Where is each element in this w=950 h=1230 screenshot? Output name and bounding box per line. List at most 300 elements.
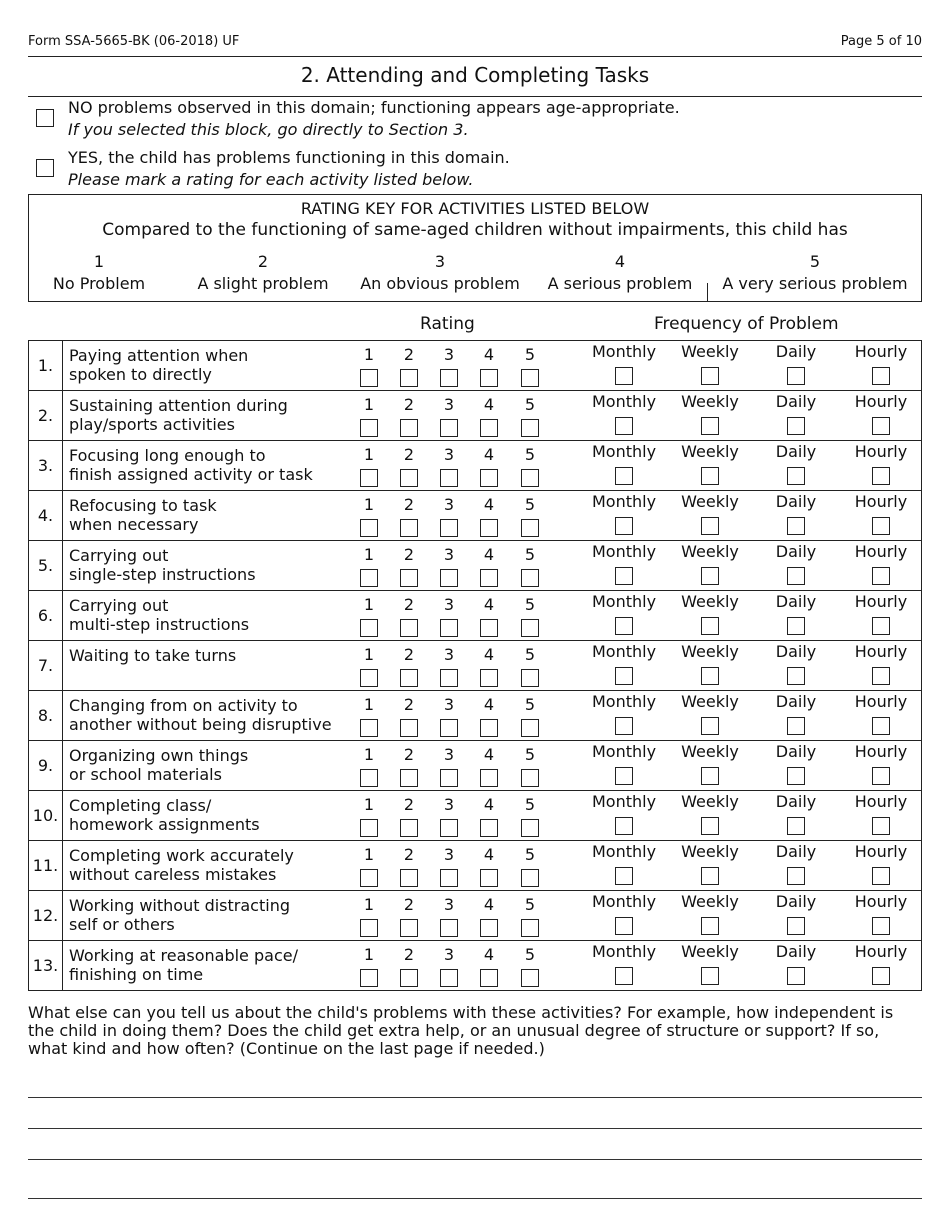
rating-checkbox-2[interactable] [400,719,418,737]
table-row [28,340,922,390]
rating-label: 3 [443,345,455,364]
frequency-label: Hourly [854,842,908,861]
rating-label: 4 [483,845,495,864]
rating-label: 2 [403,395,415,414]
frequency-label: Daily [775,642,817,661]
frequency-checkbox-weekly[interactable] [701,917,719,935]
frequency-label: Hourly [854,742,908,761]
table-row [28,890,922,940]
activity-number: 5. [29,541,63,590]
frequency-checkbox-hourly[interactable] [872,517,890,535]
frequency-checkbox-weekly[interactable] [701,517,719,535]
frequency-checkbox-monthly[interactable] [615,717,633,735]
table-row [28,790,922,840]
rating-label: 3 [443,695,455,714]
rating-checkbox-1[interactable] [360,769,378,787]
no-problems-option [68,97,680,141]
rating-checkbox-3[interactable] [440,719,458,737]
frequency-label: Monthly [591,492,657,511]
frequency-label: Monthly [591,592,657,611]
rating-checkbox-4[interactable] [480,469,498,487]
frequency-checkbox-hourly[interactable] [872,917,890,935]
frequency-label: Weekly [681,442,739,461]
frequency-checkbox-hourly[interactable] [872,617,890,635]
frequency-checkbox-weekly[interactable] [701,817,719,835]
rating-label: 1 [363,345,375,364]
rating-key [28,194,922,302]
activity-label: Working without distracting self or others [69,896,290,934]
frequency-label: Monthly [591,792,657,811]
rating-level: 1 No Problem [52,252,146,293]
rating-key-subtitle: Compared to the functioning of same-aged children without impairments, this child has [102,220,848,240]
frequency-checkbox-daily[interactable] [787,517,805,535]
frequency-label: Hourly [854,542,908,561]
frequency-checkbox-monthly[interactable] [615,467,633,485]
rating-checkbox-1[interactable] [360,369,378,387]
activity-number: 3. [29,441,63,490]
frequency-checkbox-daily[interactable] [787,417,805,435]
frequency-checkbox-daily[interactable] [787,467,805,485]
form-id: Form SSA-5665-BK (06-2018) UF [28,34,240,49]
frequency-checkbox-daily[interactable] [787,717,805,735]
rating-label: 2 [403,845,415,864]
frequency-label: Weekly [681,542,739,561]
rating-label: 2 [403,595,415,614]
frequency-checkbox-monthly[interactable] [615,817,633,835]
frequency-checkbox-weekly[interactable] [701,617,719,635]
frequency-label: Hourly [854,942,908,961]
rating-label: 2 [403,745,415,764]
rating-checkbox-4[interactable] [480,969,498,987]
activity-label: Focusing long enough to finish assigned activity or task [69,446,313,484]
frequency-checkbox-daily[interactable] [787,567,805,585]
rating-checkbox-4[interactable] [480,419,498,437]
activity-number: 11. [29,841,63,890]
activity-number: 9. [29,741,63,790]
table-row [28,640,922,690]
rating-label: 3 [443,945,455,964]
rating-label: 5 [524,395,536,414]
rating-label: 2 [403,645,415,664]
option-note: Please mark a rating for each activity listed below. [68,170,474,189]
rating-label: 2 [403,895,415,914]
rating-label: 1 [363,695,375,714]
rating-label: 4 [483,345,495,364]
rating-checkbox-3[interactable] [440,369,458,387]
rating-label: 1 [363,645,375,664]
section-title: 2. Attending and Completing Tasks [300,63,650,87]
frequency-checkbox-monthly[interactable] [615,667,633,685]
frequency-label: Weekly [681,742,739,761]
rating-checkbox-1[interactable] [360,869,378,887]
rating-label: 1 [363,495,375,514]
frequency-label: Monthly [591,842,657,861]
rating-label: 1 [363,845,375,864]
activity-label: Completing class/ homework assignments [69,796,260,834]
rating-checkbox-5[interactable] [521,369,539,387]
frequency-checkbox-weekly[interactable] [701,467,719,485]
frequency-checkbox-weekly[interactable] [701,767,719,785]
table-row [28,590,922,640]
rating-label: 1 [363,445,375,464]
rating-checkbox-5[interactable] [521,669,539,687]
rating-label: 4 [483,695,495,714]
frequency-checkbox-monthly[interactable] [615,617,633,635]
rating-label: 3 [443,545,455,564]
frequency-label: Weekly [681,392,739,411]
frequency-checkbox-monthly[interactable] [615,767,633,785]
activity-number: 8. [29,691,63,740]
frequency-label: Daily [775,542,817,561]
table-row [28,390,922,440]
frequency-label: Weekly [681,842,739,861]
rating-level: 5 A very serious problem [722,252,908,293]
rating-label: 4 [483,445,495,464]
rating-checkbox-5[interactable] [521,719,539,737]
rating-label: 2 [403,345,415,364]
rating-label: 5 [524,695,536,714]
rating-label: 5 [524,645,536,664]
rating-label: 3 [443,445,455,464]
rating-label: 1 [363,945,375,964]
frequency-checkbox-daily[interactable] [787,667,805,685]
frequency-checkbox-monthly[interactable] [615,967,633,985]
rating-checkbox-5[interactable] [521,419,539,437]
rating-checkbox-3[interactable] [440,769,458,787]
rating-checkbox-1[interactable] [360,419,378,437]
frequency-checkbox-monthly[interactable] [615,567,633,585]
rating-checkbox-2[interactable] [400,919,418,937]
frequency-label: Hourly [854,442,908,461]
rating-label: 2 [403,545,415,564]
frequency-checkbox-hourly[interactable] [872,667,890,685]
rating-checkbox-3[interactable] [440,669,458,687]
frequency-label: Weekly [681,342,739,361]
activity-number: 2. [29,391,63,440]
frequency-label: Daily [775,442,817,461]
rating-label: 3 [443,495,455,514]
frequency-label: Weekly [681,492,739,511]
rating-checkbox-2[interactable] [400,969,418,987]
rating-checkbox-4[interactable] [480,669,498,687]
rating-label: 5 [524,345,536,364]
page-number: Page 5 of 10 [840,34,922,49]
frequency-checkbox-monthly[interactable] [615,517,633,535]
rating-label: 3 [443,645,455,664]
frequency-checkbox-weekly[interactable] [701,417,719,435]
rating-checkbox-4[interactable] [480,919,498,937]
rating-label: 5 [524,945,536,964]
rating-level: 3 An obvious problem [360,252,520,293]
rating-label: 5 [524,595,536,614]
rating-checkbox-3[interactable] [440,419,458,437]
rating-checkbox-3[interactable] [440,969,458,987]
rating-checkbox-3[interactable] [440,819,458,837]
rating-checkbox-4[interactable] [480,569,498,587]
frequency-column-header: Frequency of Problem [654,314,839,334]
frequency-checkbox-hourly[interactable] [872,367,890,385]
frequency-label: Daily [775,392,817,411]
rating-label: 5 [524,745,536,764]
activity-table [28,340,922,991]
activity-label: Refocusing to task when necessary [69,496,217,534]
rating-label: 4 [483,745,495,764]
frequency-label: Hourly [854,492,908,511]
rating-label: 4 [483,945,495,964]
frequency-checkbox-hourly[interactable] [872,467,890,485]
rating-label: 5 [524,795,536,814]
frequency-checkbox-hourly[interactable] [872,817,890,835]
option-label: YES, the child has problems functioning in this domain. [68,148,510,167]
rating-checkbox-1[interactable] [360,669,378,687]
frequency-checkbox-daily[interactable] [787,767,805,785]
frequency-label: Monthly [591,642,657,661]
rating-checkbox-3[interactable] [440,919,458,937]
frequency-checkbox-daily[interactable] [787,967,805,985]
rating-checkbox-4[interactable] [480,519,498,537]
comment-prompt: What else can you tell us about the child's problems with these activities? For example, how independent is the child in doing them? Does the child get extra help, or an unusual degree of structure or support? If so, what kind and how often? (Continue on the last page if needed.) [28,1003,894,1058]
rating-checkbox-2[interactable] [400,769,418,787]
frequency-checkbox-daily[interactable] [787,817,805,835]
yes-problems-checkbox[interactable] [36,159,54,177]
activity-label: Carrying out multi-step instructions [69,596,250,634]
activity-label: Working at reasonable pace/ finishing on time [69,946,298,984]
frequency-checkbox-daily[interactable] [787,917,805,935]
rating-label: 3 [443,595,455,614]
rating-label: 3 [443,845,455,864]
frequency-label: Daily [775,592,817,611]
rating-level: 2 A slight problem [197,252,329,293]
rating-checkbox-3[interactable] [440,469,458,487]
comment-line[interactable] [28,1198,922,1199]
rating-checkbox-4[interactable] [480,819,498,837]
frequency-label: Daily [775,942,817,961]
rating-checkbox-1[interactable] [360,519,378,537]
frequency-label: Daily [775,792,817,811]
rating-checkbox-3[interactable] [440,869,458,887]
frequency-label: Hourly [854,392,908,411]
frequency-label: Monthly [591,892,657,911]
rating-label: 4 [483,545,495,564]
rating-label: 2 [403,795,415,814]
rating-label: 3 [443,745,455,764]
rating-checkbox-4[interactable] [480,769,498,787]
rating-checkbox-2[interactable] [400,369,418,387]
frequency-checkbox-daily[interactable] [787,367,805,385]
rating-checkbox-4[interactable] [480,869,498,887]
rating-checkbox-5[interactable] [521,869,539,887]
frequency-label: Monthly [591,392,657,411]
frequency-label: Hourly [854,892,908,911]
rating-checkbox-5[interactable] [521,819,539,837]
frequency-label: Daily [775,742,817,761]
frequency-checkbox-weekly[interactable] [701,867,719,885]
frequency-label: Hourly [854,642,908,661]
no-problems-checkbox[interactable] [36,109,54,127]
frequency-label: Weekly [681,592,739,611]
table-row [28,490,922,540]
activity-label: Paying attention when spoken to directly [69,346,249,384]
rating-label: 1 [363,895,375,914]
rating-checkbox-2[interactable] [400,619,418,637]
rating-label: 2 [403,945,415,964]
activity-number: 7. [29,641,63,690]
rating-checkbox-5[interactable] [521,919,539,937]
rating-checkbox-4[interactable] [480,369,498,387]
rating-label: 1 [363,545,375,564]
frequency-label: Monthly [591,742,657,761]
rating-checkbox-5[interactable] [521,469,539,487]
frequency-checkbox-weekly[interactable] [701,967,719,985]
table-row [28,440,922,490]
rating-checkbox-5[interactable] [521,569,539,587]
rating-column-header: Rating [420,314,475,334]
comment-line[interactable] [28,1097,922,1098]
activity-label: Completing work accurately without careless mistakes [69,846,294,884]
rating-checkbox-1[interactable] [360,969,378,987]
frequency-label: Weekly [681,792,739,811]
rating-checkbox-1[interactable] [360,569,378,587]
frequency-checkbox-weekly[interactable] [701,567,719,585]
rating-checkbox-5[interactable] [521,769,539,787]
table-row [28,690,922,740]
frequency-label: Hourly [854,342,908,361]
frequency-checkbox-hourly[interactable] [872,717,890,735]
frequency-checkbox-hourly[interactable] [872,417,890,435]
frequency-checkbox-hourly[interactable] [872,567,890,585]
activity-label: Sustaining attention during play/sports activities [69,396,288,434]
option-label: NO problems observed in this domain; functioning appears age-appropriate. [68,98,680,117]
activity-number: 13. [29,941,63,990]
frequency-checkbox-monthly[interactable] [615,367,633,385]
activity-number: 1. [29,341,63,390]
table-row [28,740,922,790]
rating-checkbox-3[interactable] [440,569,458,587]
frequency-label: Monthly [591,342,657,361]
divider [707,283,708,301]
frequency-label: Weekly [681,642,739,661]
rating-label: 4 [483,595,495,614]
frequency-label: Daily [775,342,817,361]
activity-number: 10. [29,791,63,840]
activity-number: 12. [29,891,63,940]
frequency-checkbox-weekly[interactable] [701,667,719,685]
frequency-label: Monthly [591,542,657,561]
rating-checkbox-2[interactable] [400,569,418,587]
rating-label: 5 [524,845,536,864]
rating-checkbox-1[interactable] [360,819,378,837]
rating-label: 4 [483,495,495,514]
frequency-label: Monthly [591,442,657,461]
rating-label: 3 [443,795,455,814]
rating-checkbox-2[interactable] [400,869,418,887]
frequency-checkbox-monthly[interactable] [615,417,633,435]
table-row [28,840,922,890]
activity-label: Waiting to take turns [69,646,237,665]
rating-label: 4 [483,395,495,414]
rating-label: 5 [524,445,536,464]
frequency-label: Monthly [591,692,657,711]
comment-line[interactable] [28,1128,922,1129]
frequency-checkbox-hourly[interactable] [872,967,890,985]
table-row [28,940,922,991]
rating-key-title: RATING KEY FOR ACTIVITIES LISTED BELOW [300,199,650,218]
rating-label: 1 [363,395,375,414]
activity-label: Changing from on activity to another without being disruptive [69,696,332,734]
frequency-checkbox-weekly[interactable] [701,717,719,735]
rating-label: 2 [403,495,415,514]
rating-checkbox-1[interactable] [360,719,378,737]
rating-label: 2 [403,445,415,464]
frequency-checkbox-weekly[interactable] [701,367,719,385]
rating-label: 3 [443,895,455,914]
rating-label: 1 [363,745,375,764]
rating-checkbox-2[interactable] [400,469,418,487]
rating-label: 5 [524,545,536,564]
frequency-label: Hourly [854,792,908,811]
rating-label: 1 [363,595,375,614]
activity-number: 4. [29,491,63,540]
frequency-label: Daily [775,492,817,511]
rating-checkbox-4[interactable] [480,619,498,637]
frequency-label: Hourly [854,592,908,611]
rating-label: 2 [403,695,415,714]
rating-label: 3 [443,395,455,414]
frequency-label: Weekly [681,692,739,711]
frequency-label: Daily [775,842,817,861]
rating-checkbox-4[interactable] [480,719,498,737]
frequency-label: Daily [775,892,817,911]
activity-number: 6. [29,591,63,640]
rating-checkbox-5[interactable] [521,619,539,637]
rating-checkbox-2[interactable] [400,419,418,437]
frequency-checkbox-daily[interactable] [787,617,805,635]
rating-checkbox-1[interactable] [360,619,378,637]
comment-line[interactable] [28,1159,922,1160]
rating-checkbox-5[interactable] [521,969,539,987]
activity-label: Carrying out single-step instructions [69,546,256,584]
rating-checkbox-3[interactable] [440,519,458,537]
frequency-checkbox-hourly[interactable] [872,767,890,785]
frequency-label: Weekly [681,942,739,961]
frequency-checkbox-monthly[interactable] [615,917,633,935]
activity-label: Organizing own things or school materials [69,746,249,784]
rating-checkbox-2[interactable] [400,669,418,687]
rating-label: 1 [363,795,375,814]
rating-checkbox-1[interactable] [360,469,378,487]
rating-checkbox-2[interactable] [400,519,418,537]
yes-problems-option [68,147,510,191]
frequency-checkbox-monthly[interactable] [615,867,633,885]
frequency-checkbox-daily[interactable] [787,867,805,885]
table-row [28,540,922,590]
rating-label: 5 [524,895,536,914]
rating-checkbox-5[interactable] [521,519,539,537]
frequency-label: Daily [775,692,817,711]
rating-checkbox-1[interactable] [360,919,378,937]
rating-level: 4 A serious problem [547,252,693,293]
rating-checkbox-3[interactable] [440,619,458,637]
rating-checkbox-2[interactable] [400,819,418,837]
frequency-label: Weekly [681,892,739,911]
frequency-label: Hourly [854,692,908,711]
divider [28,56,922,57]
rating-label: 4 [483,795,495,814]
option-note: If you selected this block, go directly to Section 3. [68,120,469,139]
frequency-label: Monthly [591,942,657,961]
rating-label: 5 [524,495,536,514]
frequency-checkbox-hourly[interactable] [872,867,890,885]
